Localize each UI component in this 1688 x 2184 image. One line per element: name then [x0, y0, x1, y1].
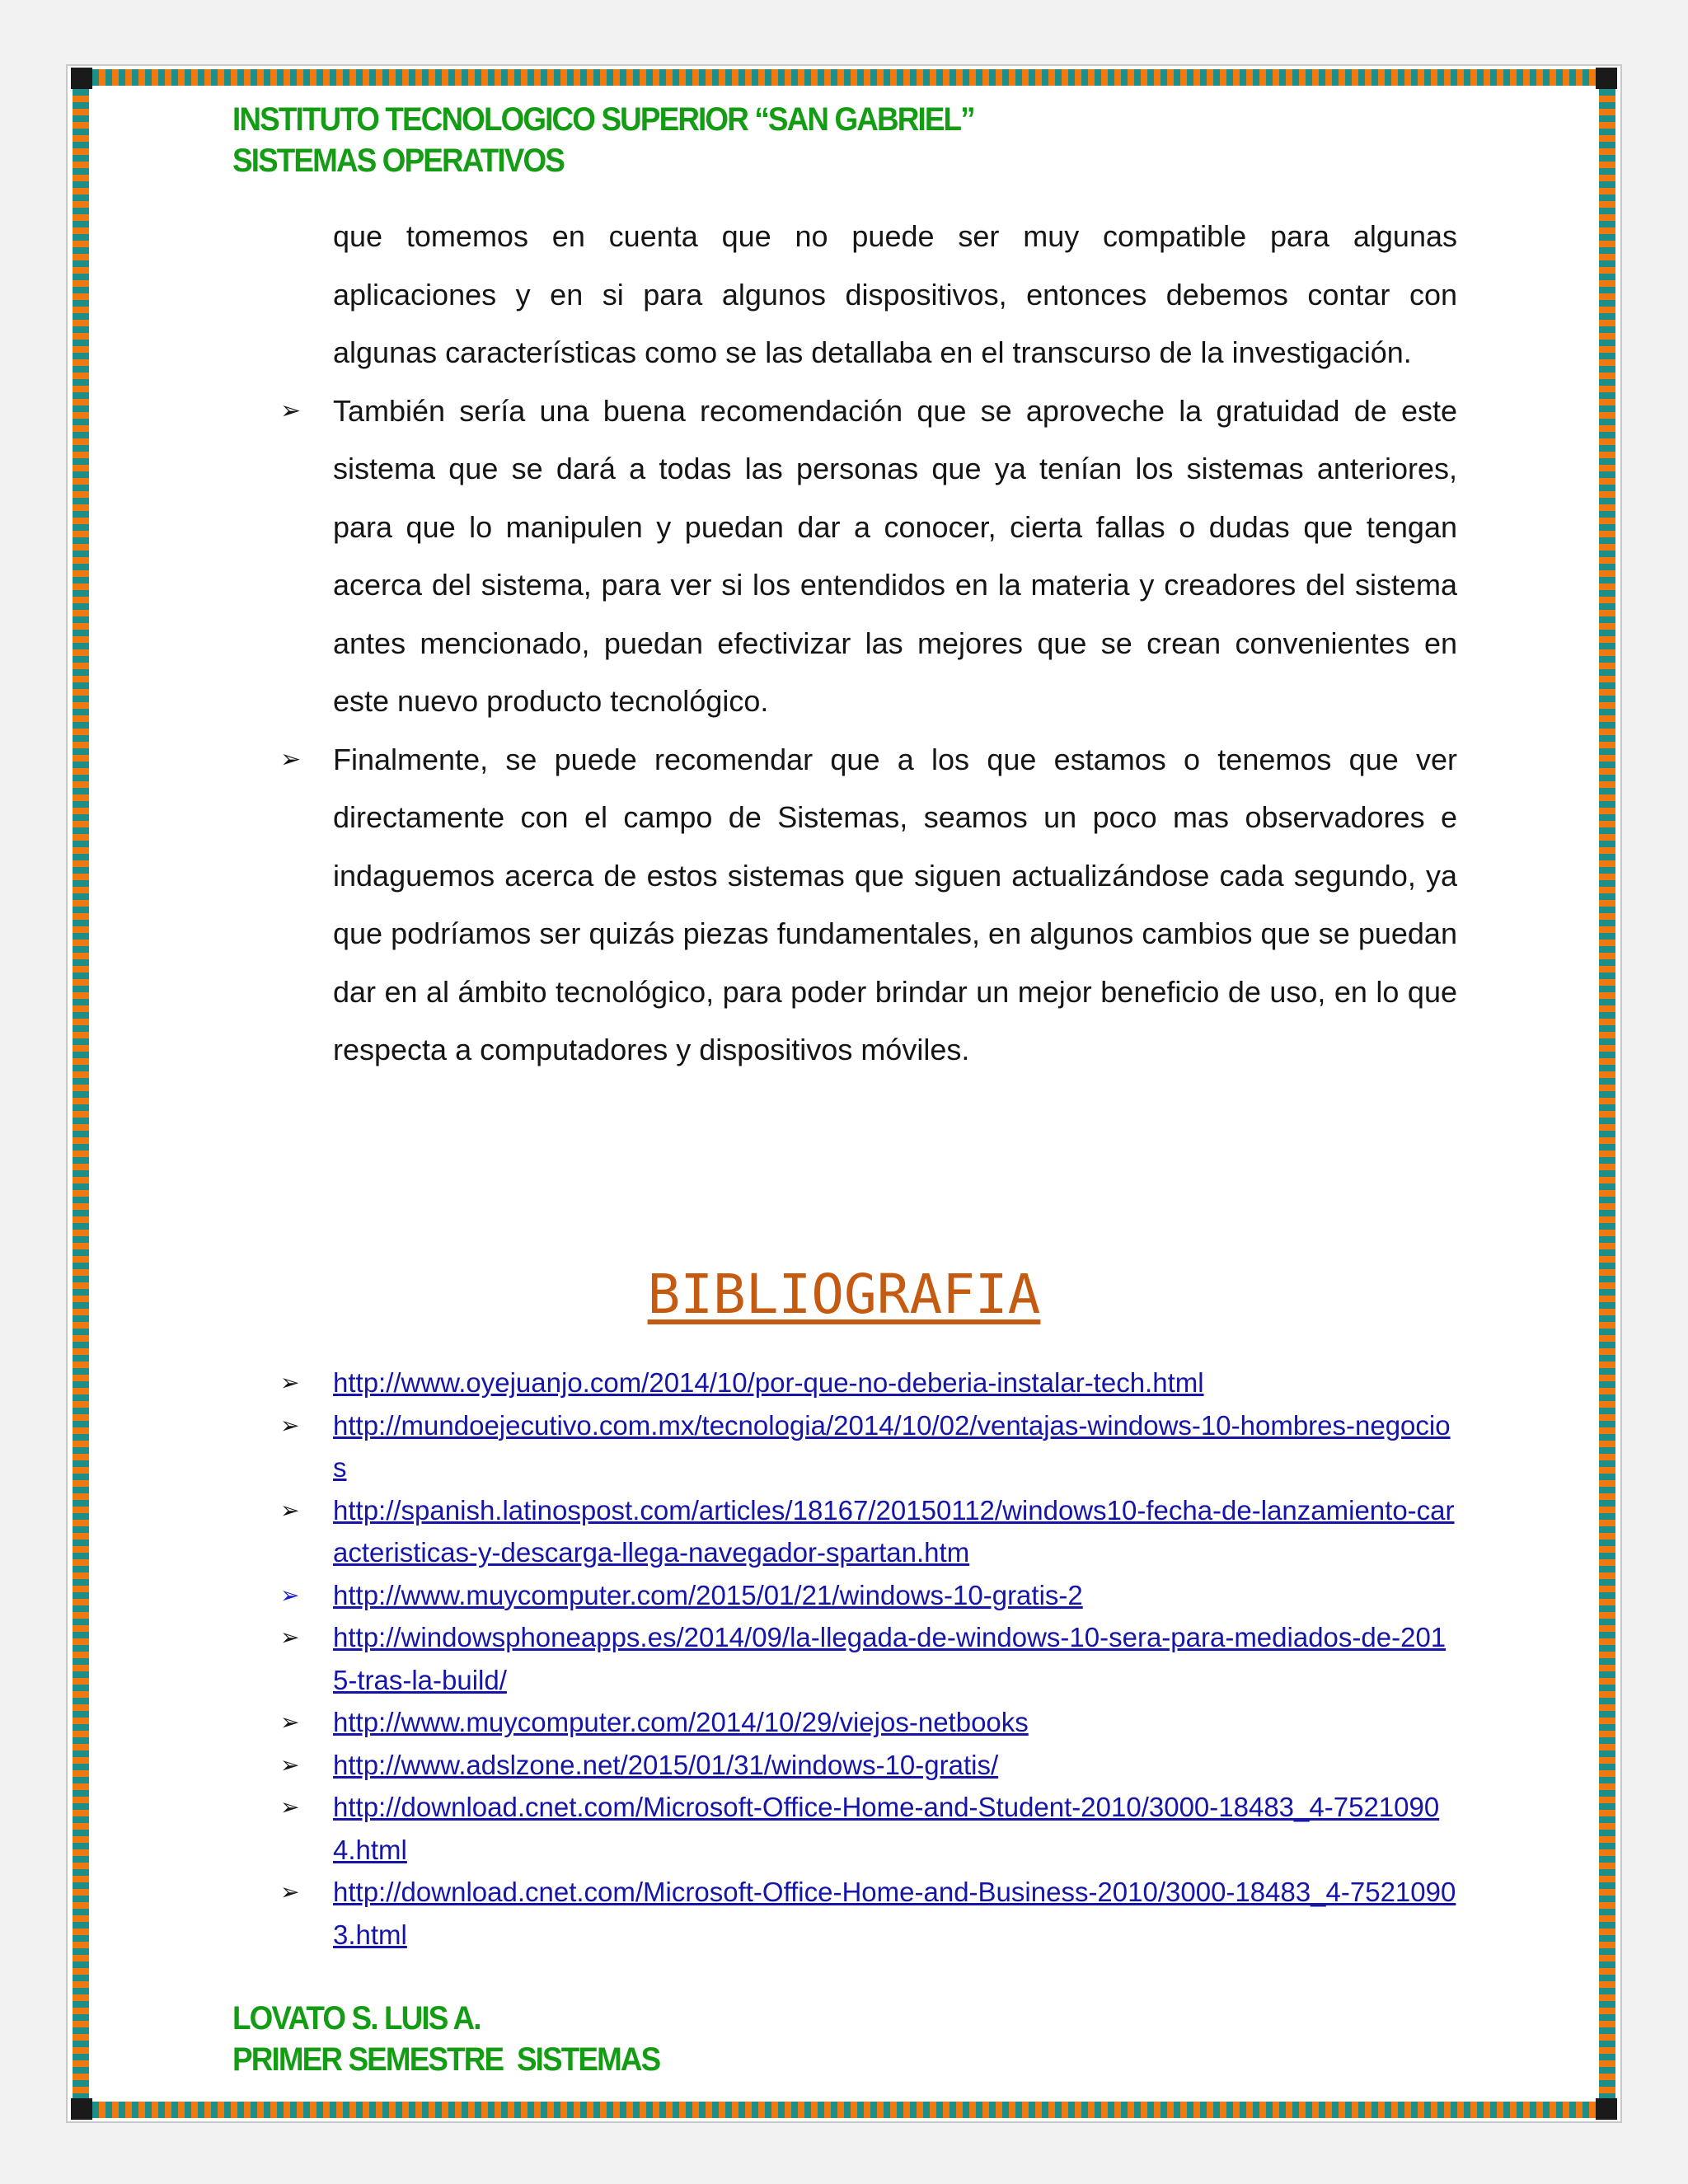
page-header [232, 99, 974, 181]
intro-paragraph [272, 208, 1457, 382]
list-item [272, 1489, 1459, 1574]
bibliography-link[interactable]: http://download.cnet.com/Microsoft-Office-Home-and-Student-2010/3000-18483_4-75210904.html [333, 1792, 1440, 1865]
bibliography-link[interactable]: http://www.adslzone.net/2015/01/31/windows-10-gratis/ [333, 1749, 999, 1780]
header-institute: INSTITUTO TECNOLOGICO SUPERIOR “SAN GABRIEL” [232, 101, 974, 138]
text-line: aplicaciones y en si para algunos dispositivos, entonces debemos contar con [333, 277, 1457, 312]
text-line: uso, en lo que respecta a computadores y dispositivos móviles. [333, 974, 1457, 1066]
border-corner [71, 2098, 92, 2120]
list-item [272, 1701, 1459, 1744]
body-text [272, 208, 1457, 1080]
list-item [272, 1871, 1459, 1956]
text-line: También sería una buena recomendación que se aproveche la gratuidad de este [333, 393, 1457, 428]
text-line: directamente con el campo de Sistemas, seamos un poco mas observadores e [333, 800, 1457, 834]
border-corner [1596, 68, 1617, 89]
list-item [272, 1616, 1459, 1701]
list-item [272, 1744, 1459, 1787]
text-line: convenientes en este nuevo producto tecnológico. [333, 626, 1457, 718]
arrowhead-bullet-icon: ➢ [280, 1581, 300, 1609]
text-line: para que lo manipulen y puedan dar a conocer, cierta fallas o dudas que tengan [333, 509, 1457, 544]
arrowhead-bullet-icon: ➢ [280, 396, 302, 425]
text-line: acerca del sistema, para ver si los entendidos en la materia y creadores del [333, 568, 1346, 602]
list-item [272, 1786, 1459, 1871]
bibliography-list [272, 1361, 1459, 1956]
text-line: que tomemos en cuenta que no puede ser muy compatible para algunas [333, 219, 1457, 253]
header-course: SISTEMAS OPERATIVOS [232, 143, 564, 179]
decorative-border-right [1599, 69, 1615, 2118]
text-line: sistema antes mencionado, puedan efectivizar las mejores que se crean [333, 568, 1457, 660]
bullet-paragraph [272, 382, 1457, 731]
list-item [272, 1404, 1459, 1489]
arrowhead-bullet-icon: ➢ [280, 1496, 300, 1524]
list-item [272, 1361, 1459, 1404]
decorative-border-left [73, 69, 89, 2118]
arrowhead-bullet-icon: ➢ [280, 1411, 300, 1439]
arrowhead-bullet-icon: ➢ [280, 1708, 300, 1736]
footer-author: LOVATO S. LUIS A. [232, 2000, 481, 2036]
text-line: algunas características como se las detallaba en el transcurso de la [333, 335, 1224, 369]
arrowhead-bullet-icon: ➢ [280, 1750, 300, 1779]
bibliography-link[interactable]: http://www.muycomputer.com/2015/01/21/windows-10-gratis-2 [333, 1579, 1083, 1610]
text-line: Finalmente, se puede recomendar que a los que estamos o tenemos que ver [333, 742, 1457, 776]
bibliography-link[interactable]: http://download.cnet.com/Microsoft-Office-Home-and-Business-2010/3000-18483_4-75210903.html [333, 1877, 1456, 1950]
bibliography-title-text: BIBLIOGRAFIA [647, 1263, 1041, 1326]
decorative-border-top [73, 69, 1615, 86]
border-corner [71, 68, 92, 89]
decorative-border-bottom [73, 2102, 1615, 2118]
intro-text [272, 208, 1457, 382]
border-corner [1596, 2098, 1617, 2120]
bibliography-link[interactable]: http://www.oyejuanjo.com/2014/10/por-que-no-deberia-instalar-tech.html [333, 1367, 1204, 1398]
text-line: investigación. [1231, 335, 1412, 369]
arrowhead-bullet-icon: ➢ [280, 1878, 300, 1905]
bibliography-link[interactable]: http://mundoejecutivo.com.mx/tecnologia/2014/10/02/ventajas-windows-10-hombres-negocios [333, 1409, 1451, 1483]
text-line: ya que podríamos ser quizás piezas fundamentales, en algunos cambios que se [333, 858, 1457, 950]
text-line: indaguemos acerca de estos sistemas que siguen actualizándose cada segundo, [333, 858, 1416, 893]
footer-semester: PRIMER SEMESTRE SISTEMAS [232, 2041, 660, 2078]
bibliography-link[interactable]: http://spanish.latinospost.com/articles/18167/20150112/windows10-fecha-de-lanzamiento-caracteristicas-y-descarga-llega-navegador-spartan.htm [333, 1494, 1455, 1568]
text-line: sistema que se dará a todas las personas que ya tenían los sistemas anteriores, [333, 452, 1457, 485]
bullet-paragraph [272, 731, 1457, 1080]
bibliography-title [0, 1263, 1688, 1326]
arrowhead-bullet-icon: ➢ [280, 1369, 300, 1396]
arrowhead-bullet-icon: ➢ [280, 744, 302, 774]
arrowhead-bullet-icon: ➢ [280, 1624, 300, 1651]
arrowhead-bullet-icon: ➢ [280, 1793, 300, 1821]
text-line: puedan dar en al ámbito tecnológico, para poder brindar un mejor beneficio de [333, 916, 1457, 1009]
bibliography-link[interactable]: http://www.muycomputer.com/2014/10/29/viejos-netbooks [333, 1707, 1029, 1737]
list-item [272, 1574, 1459, 1617]
page-footer [232, 1998, 659, 2080]
bibliography-link[interactable]: http://windowsphoneapps.es/2014/09/la-llegada-de-windows-10-sera-para-mediados-de-2015-tras-la-build/ [333, 1622, 1447, 1695]
